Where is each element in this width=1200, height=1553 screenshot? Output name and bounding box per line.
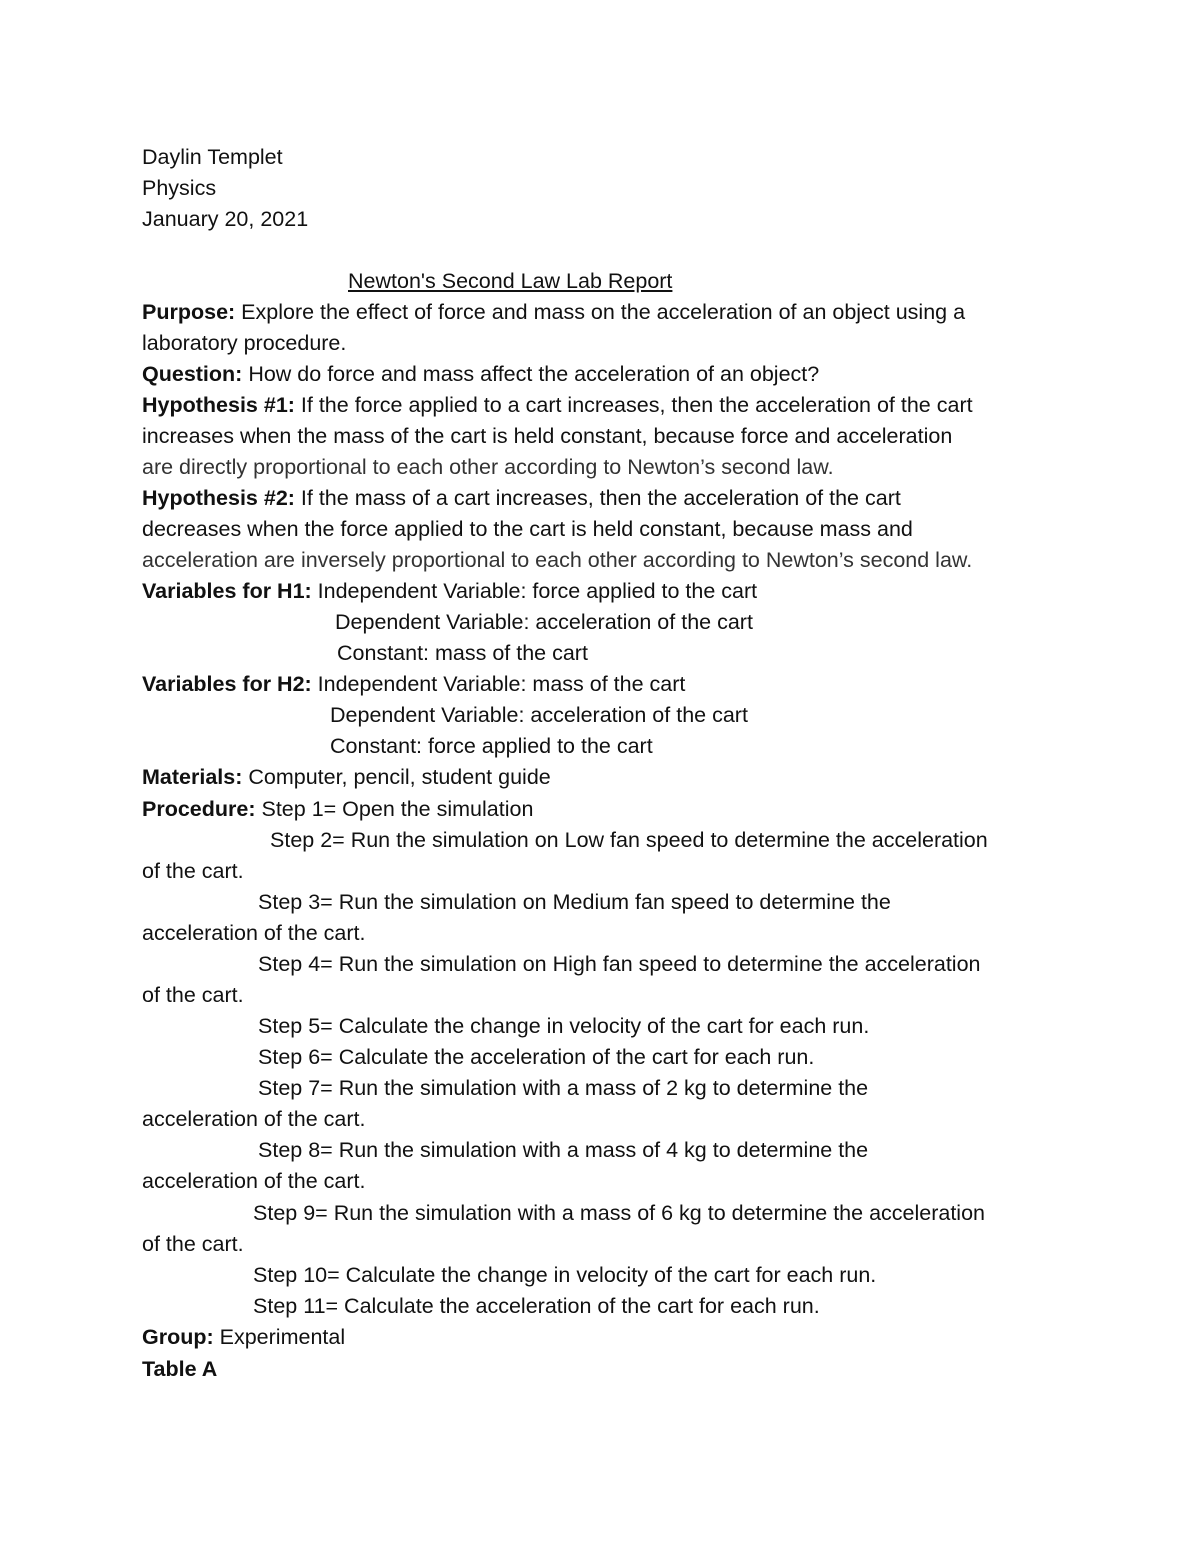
procedure-step-8: Step 8= Run the simulation with a mass of 4 kg to determine the <box>258 1138 869 1162</box>
procedure-label: Procedure: <box>142 797 256 821</box>
hypothesis-2-line-3: acceleration are inversely proportional to each other according to Newton’s second law. <box>142 548 973 572</box>
procedure-step-2: Step 2= Run the simulation on Low fan speed to determine the acceleration <box>270 828 988 852</box>
procedure-step-5: Step 5= Calculate the change in velocity of the cart for each run. <box>258 1014 870 1038</box>
procedure-step-7: Step 7= Run the simulation with a mass of 2 kg to determine the <box>258 1076 869 1100</box>
procedure-step-8-cont: acceleration of the cart. <box>142 1169 366 1193</box>
variables-h2-constant: Constant: force applied to the cart <box>330 734 653 758</box>
purpose-line-1: Purpose: Explore the effect of force and mass on the acceleration of an object using a <box>142 300 966 324</box>
variables-h1-label: Variables for H1: <box>142 579 312 603</box>
procedure-step-3: Step 3= Run the simulation on Medium fan speed to determine the <box>258 890 891 914</box>
subject: Physics <box>142 176 217 200</box>
purpose-label: Purpose: <box>142 300 236 324</box>
procedure-step-3-cont: acceleration of the cart. <box>142 921 366 945</box>
author-name: Daylin Templet <box>142 145 283 169</box>
report-title: Newton's Second Law Lab Report <box>348 269 673 293</box>
variables-h2-independent: Variables for H2: Independent Variable: mass of the cart <box>142 672 686 696</box>
procedure-step-7-cont: acceleration of the cart. <box>142 1107 366 1131</box>
hypothesis-1-line-3: are directly proportional to each other according to Newton’s second law. <box>142 455 834 479</box>
purpose-line-2: laboratory procedure. <box>142 331 347 355</box>
procedure-step-6: Step 6= Calculate the acceleration of the cart for each run. <box>258 1045 815 1069</box>
hypothesis-1-label: Hypothesis #1: <box>142 393 295 417</box>
date: January 20, 2021 <box>142 207 309 231</box>
procedure-step-2-cont: of the cart. <box>142 859 244 883</box>
procedure-step-1: Procedure: Step 1= Open the simulation <box>142 797 534 821</box>
variables-h1-dependent: Dependent Variable: acceleration of the cart <box>335 610 753 634</box>
materials-line: Materials: Computer, pencil, student guide <box>142 765 551 789</box>
variables-h2-dependent: Dependent Variable: acceleration of the cart <box>330 703 748 727</box>
hypothesis-1-line-2: increases when the mass of the cart is held constant, because force and acceleration <box>142 424 953 448</box>
group-line: Group: Experimental <box>142 1325 346 1349</box>
hypothesis-1-line-1: Hypothesis #1: If the force applied to a cart increases, then the acceleration of the cart <box>142 393 973 417</box>
question-label: Question: <box>142 362 243 386</box>
materials-label: Materials: <box>142 765 243 789</box>
variables-h1-constant: Constant: mass of the cart <box>337 641 588 665</box>
procedure-step-9: Step 9= Run the simulation with a mass of 6 kg to determine the acceleration <box>253 1201 985 1225</box>
group-label: Group: <box>142 1325 214 1349</box>
procedure-step-4-cont: of the cart. <box>142 983 244 1007</box>
hypothesis-2-line-1: Hypothesis #2: If the mass of a cart increases, then the acceleration of the cart <box>142 486 901 510</box>
table-a-label: Table A <box>142 1357 218 1381</box>
variables-h2-label: Variables for H2: <box>142 672 312 696</box>
variables-h1-independent: Variables for H1: Independent Variable: force applied to the cart <box>142 579 758 603</box>
question-line: Question: How do force and mass affect the acceleration of an object? <box>142 362 820 386</box>
procedure-step-9-cont: of the cart. <box>142 1232 244 1256</box>
procedure-step-10: Step 10= Calculate the change in velocity of the cart for each run. <box>253 1263 877 1287</box>
hypothesis-2-label: Hypothesis #2: <box>142 486 295 510</box>
procedure-step-4: Step 4= Run the simulation on High fan speed to determine the acceleration <box>258 952 981 976</box>
procedure-step-11: Step 11= Calculate the acceleration of the cart for each run. <box>253 1294 820 1318</box>
hypothesis-2-line-2: decreases when the force applied to the cart is held constant, because mass and <box>142 517 913 541</box>
